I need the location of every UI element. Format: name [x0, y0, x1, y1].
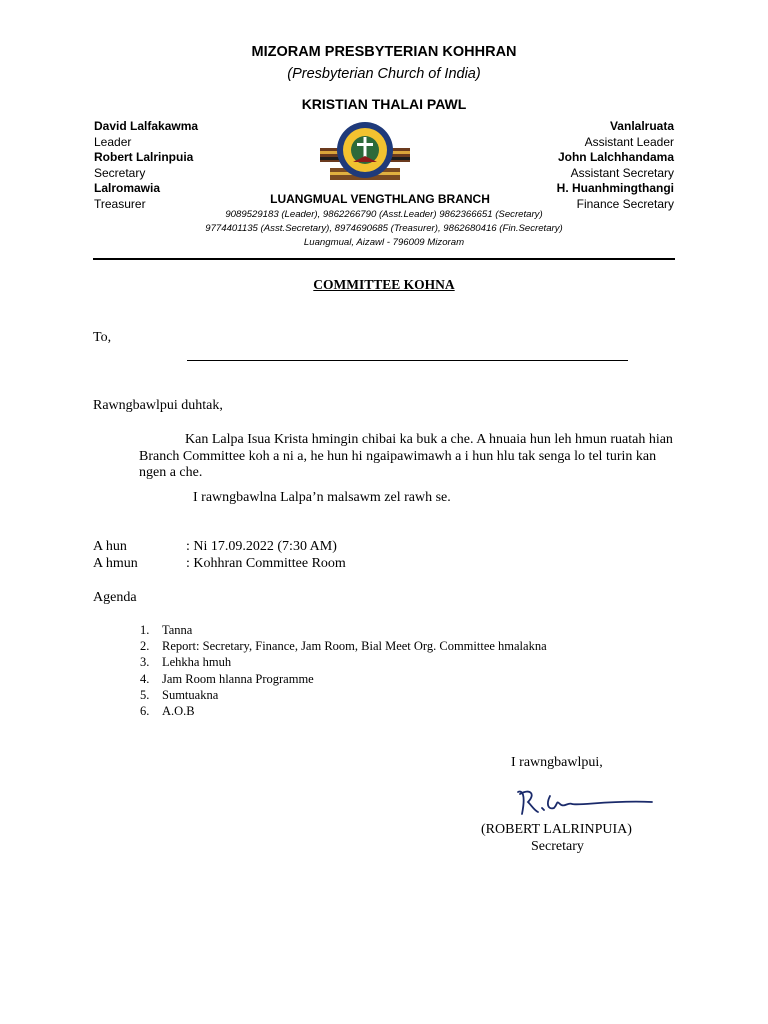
closing: I rawngbawlpui, [511, 755, 603, 770]
item-number: 6. [140, 704, 150, 719]
place-value: : Kohhran Committee Room [186, 556, 346, 571]
item-text: Report: Secretary, Finance, Jam Room, Bial Meet Org. Committee hmalakna [162, 639, 547, 654]
officer-role: Assistant Secretary [570, 165, 674, 180]
officer-name: John Lalchhandama [557, 150, 674, 164]
list-item [140, 671, 547, 687]
list-item [140, 622, 547, 638]
address: Luangmual, Aizawl - 796009 Mizoram [303, 237, 465, 248]
header-divider [93, 258, 675, 260]
officer-role: Treasurer [94, 196, 146, 211]
item-text: Tanna [162, 623, 193, 637]
item-number: 2. [140, 639, 150, 654]
item-text: Lehkha hmuh [162, 655, 232, 670]
salutation: Rawngbawlpui duhtak, [93, 398, 223, 413]
officers-right [557, 119, 674, 212]
officer-role: Assistant Leader [584, 134, 674, 149]
officers-left [94, 119, 198, 212]
fellowship-name: KRISTIAN THALAI PAWL [301, 96, 467, 112]
officer-name: H. Huanhmingthangi [556, 181, 674, 195]
time-label: A hun [93, 539, 127, 554]
officer-name: Vanlalruata [609, 119, 674, 133]
item-text: A.O.B [162, 704, 195, 719]
item-number: 5. [140, 687, 150, 702]
list-item [140, 654, 547, 670]
list-item [140, 687, 547, 703]
contact-numbers-1: 9089529183 (Leader), 9862266790 (Asst.Leader) 9862366651 (Secretary) [225, 209, 543, 220]
to-label: To, [93, 330, 112, 345]
agenda-title: Agenda [93, 590, 137, 605]
contact-numbers-2: 9774401135 (Asst.Secretary), 8974690685 (Treasurer), 9862680416 (Fin.Secretary) [205, 223, 563, 234]
officer-role: Finance Secretary [576, 196, 674, 211]
blessing-line: I rawngbawlna Lalpa’n malsawm zel rawh se. [193, 490, 451, 505]
branch-name: LUANGMUAL VENGTHLANG BRANCH [270, 192, 490, 206]
item-number: 1. [140, 623, 150, 637]
item-number: 4. [140, 671, 150, 686]
list-item [140, 703, 547, 719]
church-emblem-icon [320, 118, 410, 190]
recipient-blank-line [187, 360, 628, 361]
officer-name: Robert Lalrinpuia [94, 150, 194, 164]
church-subtitle: (Presbyterian Church of India) [287, 66, 481, 82]
body-paragraph: Kan Lalpa Isua Krista hmingin chibai ka buk a che. A hnuaia hun leh hmun ruatah hian Branch Committee koh a ni a, he hun hi ngaipawimawh a i hun hlu tak senga lo tel turin kan ngen a che. [139, 432, 673, 480]
place-label: A hmun [93, 556, 138, 571]
subject-heading: COMMITTEE KOHNA [313, 277, 455, 292]
officer-role: Leader [94, 134, 132, 149]
organization-name: MIZORAM PRESBYTERIAN KOHHRAN [251, 44, 517, 60]
time-value: : Ni 17.09.2022 (7:30 AM) [186, 539, 337, 554]
officer-name: Lalromawia [94, 181, 161, 195]
item-text: Jam Room hlanna Programme [162, 671, 314, 686]
officer-name: David Lalfakawma [94, 119, 199, 133]
item-number: 3. [140, 655, 150, 670]
signature-icon [510, 786, 660, 820]
signer-name: (ROBERT LALRINPUIA) [481, 822, 632, 837]
list-item [140, 638, 547, 654]
item-text: Sumtuakna [162, 687, 219, 702]
agenda-list [140, 622, 547, 719]
officer-role: Secretary [94, 165, 146, 180]
signer-role: Secretary [531, 839, 584, 854]
